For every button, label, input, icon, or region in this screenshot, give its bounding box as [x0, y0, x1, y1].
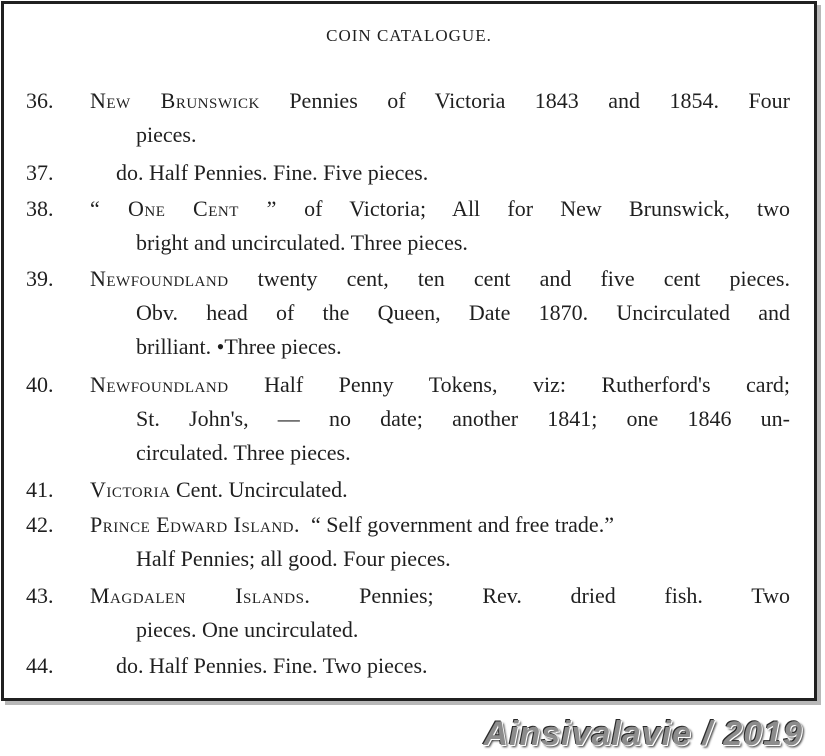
entry-text: [90, 368, 790, 470]
entry-number: 38.: [26, 196, 54, 221]
entry-number: 40.: [26, 372, 54, 397]
entry-line-1: Cent. Uncirculated.: [175, 477, 348, 502]
entry-line-1: do. Half Pennies. Fine. Two pieces.: [116, 653, 428, 678]
page-header: COIN CATALOGUE.: [326, 26, 492, 45]
entry-text: [90, 508, 790, 576]
entry-line-1: Pennies of Victoria 1843 and 1854. Four: [289, 88, 791, 113]
entry-number: 39.: [26, 266, 54, 291]
entry-line-1: twenty cent, ten cent and five cent pieces.: [257, 266, 790, 291]
entry-line-1: of Victoria; All for New Brunswick, two: [304, 196, 790, 221]
entry-line-1: “ Self government and free trade.”: [311, 512, 614, 537]
entry-line-1: Half Penny Tokens, viz: Rutherford's card;: [264, 372, 791, 397]
catalogue-page: [1, 1, 817, 701]
entry-heading: Newfoundland: [90, 372, 229, 397]
entry-line-1: do. Half Pennies. Fine. Five pieces.: [116, 160, 429, 185]
entry-heading: Victoria: [90, 477, 171, 502]
entry-number: 37.: [26, 160, 54, 185]
entry-text: [116, 649, 790, 683]
entry-number: 36.: [26, 88, 54, 113]
entry-heading: Newfoundland: [90, 266, 229, 291]
entry-line-1: Pennies; Rev. dried fish. Two: [359, 583, 790, 608]
entry-line-3: brilliant. •Three pieces.: [136, 334, 342, 359]
entry-text: [116, 156, 790, 190]
signature-watermark: Ainsivalavie / 2019: [483, 715, 803, 753]
entry-line-2: pieces.: [136, 122, 197, 147]
entry-line-2: bright and uncirculated. Three pieces.: [136, 230, 468, 255]
entry-line-3: circulated. Three pieces.: [136, 440, 351, 465]
entry-number: 41.: [26, 477, 54, 502]
entry-heading: “ One Cent ”: [90, 196, 277, 221]
entry-line-2: Obv. head of the Queen, Date 1870. Uncirculated and: [136, 300, 790, 325]
entry-text: [90, 473, 790, 507]
entry-number: 42.: [26, 512, 54, 537]
entry-line-2: pieces. One uncirculated.: [136, 617, 359, 642]
entry-heading: Magdalen Islands.: [90, 583, 311, 608]
entry-text: [90, 84, 790, 152]
entry-line-2: St. John's, — no date; another 1841; one 1846 un-: [136, 406, 790, 431]
entry-text: [90, 262, 790, 364]
entry-text: [90, 192, 790, 260]
entry-text: [90, 579, 790, 647]
entry-number: 43.: [26, 583, 54, 608]
entry-number: 44.: [26, 653, 54, 678]
entry-line-2: Half Pennies; all good. Four pieces.: [136, 546, 451, 571]
entry-heading: Prince Edward Island.: [90, 512, 300, 537]
entry-heading: New Brunswick: [90, 88, 260, 113]
